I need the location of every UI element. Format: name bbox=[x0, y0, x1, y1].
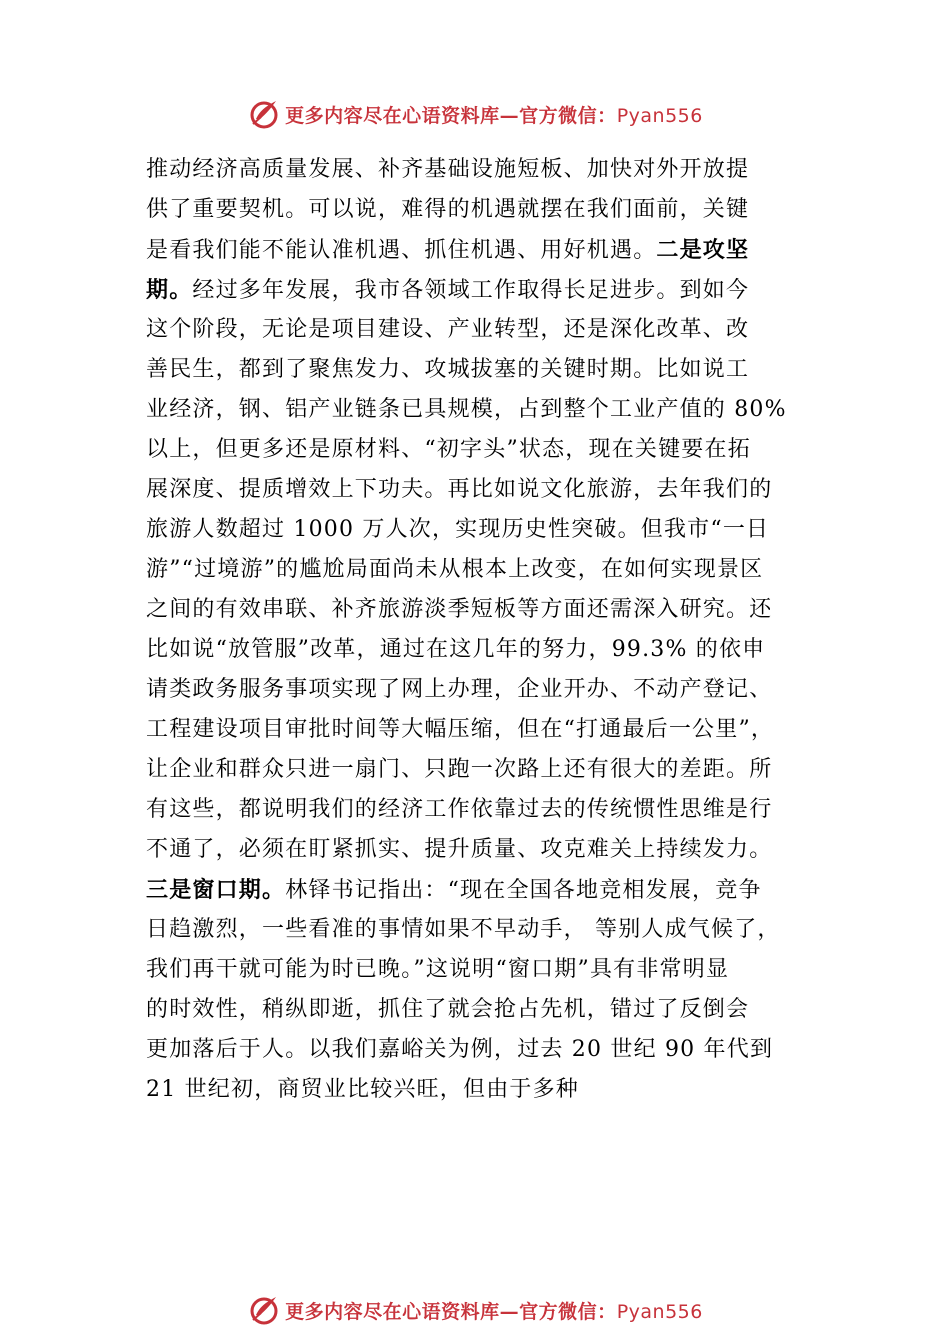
watermark-text: 更多内容尽在心语资料库—官方微信：Pyan556 bbox=[285, 104, 703, 127]
body-text: 我们再干就可能为时已晚。”这说明“窗口期”具有非常明显 bbox=[146, 957, 730, 982]
body-text: 旅游人数超过 1000 万人次，实现历史性突破。但我市“一日 bbox=[146, 517, 770, 542]
body-text: 工程建设项目审批时间等大幅压缩，但在“打通最后一公里”， bbox=[146, 717, 775, 742]
text-line bbox=[146, 790, 836, 830]
body-text: 有这些，都说明我们的经济工作依靠过去的传统惯性思维是行 bbox=[146, 797, 773, 822]
body-text: 让企业和群众只进一扇门、只跑一次路上还有很大的差距。所 bbox=[146, 757, 773, 782]
body-text: 不通了，必须在盯紧抓实、提升质量、攻克难关上持续发力。 bbox=[146, 837, 773, 862]
body-text: 以上，但更多还是原材料、“初字头”状态，现在关键要在拓 bbox=[146, 437, 751, 462]
body-text: 请类政务服务事项实现了网上办理，企业开办、不动产登记、 bbox=[146, 677, 773, 702]
document-body bbox=[146, 150, 836, 1110]
body-text: 比如说“放管服”改革，通过在这几年的努力，99.3% 的依申 bbox=[146, 637, 766, 662]
body-text: 之间的有效串联、补齐旅游淡季短板等方面还需深入研究。还 bbox=[146, 597, 773, 622]
text-line bbox=[146, 150, 836, 190]
body-text: 展深度、提质增效上下功夫。再比如说文化旅游，去年我们的 bbox=[146, 477, 773, 502]
body-text: 日趋激烈，一些看准的事情如果不早动手， 等别人成气候了， bbox=[146, 917, 781, 942]
body-text: 21 世纪初，商贸业比较兴旺，但由于多种 bbox=[146, 1077, 579, 1102]
watermark-banner-bottom bbox=[0, 1290, 950, 1330]
text-line bbox=[146, 590, 836, 630]
body-text: 这个阶段，无论是项目建设、产业转型，还是深化改革、改 bbox=[146, 317, 750, 342]
text-line bbox=[146, 830, 836, 870]
body-text: 推动经济高质量发展、补齐基础设施短板、加快对外开放提 bbox=[146, 157, 750, 182]
text-line bbox=[146, 630, 836, 670]
text-line bbox=[146, 350, 836, 390]
text-line bbox=[146, 910, 836, 950]
bold-heading-text: 期。 bbox=[146, 277, 193, 303]
body-text: 林铎书记指出：“现在全国各地竞相发展，竞争 bbox=[285, 878, 762, 903]
text-line bbox=[146, 990, 836, 1030]
text-line bbox=[146, 270, 836, 310]
text-line bbox=[146, 950, 836, 990]
body-text: 是看我们能不能认准机遇、抓住机遇、用好机遇。 bbox=[146, 238, 657, 263]
body-text: 业经济，钢、铝产业链条已具规模，占到整个工业产值的 80% bbox=[146, 397, 787, 422]
watermark-banner-top bbox=[0, 94, 950, 134]
watermark-text: 更多内容尽在心语资料库—官方微信：Pyan556 bbox=[285, 1300, 703, 1323]
text-line bbox=[146, 510, 836, 550]
body-text: 供了重要契机。可以说，难得的机遇就摆在我们面前，关键 bbox=[146, 197, 750, 222]
text-line bbox=[146, 870, 836, 910]
quill-heart-logo-icon bbox=[247, 97, 281, 131]
body-text: 更加落后于人。以我们嘉峪关为例，过去 20 世纪 90 年代到 bbox=[146, 1037, 774, 1062]
body-text: 善民生，都到了聚焦发力、攻城拔塞的关键时期。比如说工 bbox=[146, 357, 750, 382]
text-line bbox=[146, 430, 836, 470]
text-line bbox=[146, 1070, 836, 1110]
text-line bbox=[146, 470, 836, 510]
body-text: 游”“过境游”的尴尬局面尚未从根本上改变，在如何实现景区 bbox=[146, 557, 764, 582]
body-text: 经过多年发展，我市各领域工作取得长足进步。到如今 bbox=[192, 278, 750, 303]
text-line bbox=[146, 750, 836, 790]
text-line bbox=[146, 710, 836, 750]
bold-heading-text: 三是窗口期。 bbox=[146, 877, 286, 903]
bold-heading-text: 二是攻坚 bbox=[656, 237, 750, 263]
body-text: 的时效性，稍纵即逝，抓住了就会抢占先机，错过了反倒会 bbox=[146, 997, 750, 1022]
text-line bbox=[146, 310, 836, 350]
text-line bbox=[146, 190, 836, 230]
text-line bbox=[146, 550, 836, 590]
text-line bbox=[146, 230, 836, 270]
text-line bbox=[146, 1030, 836, 1070]
text-line bbox=[146, 670, 836, 710]
text-line bbox=[146, 390, 836, 430]
quill-heart-logo-icon bbox=[247, 1293, 281, 1327]
